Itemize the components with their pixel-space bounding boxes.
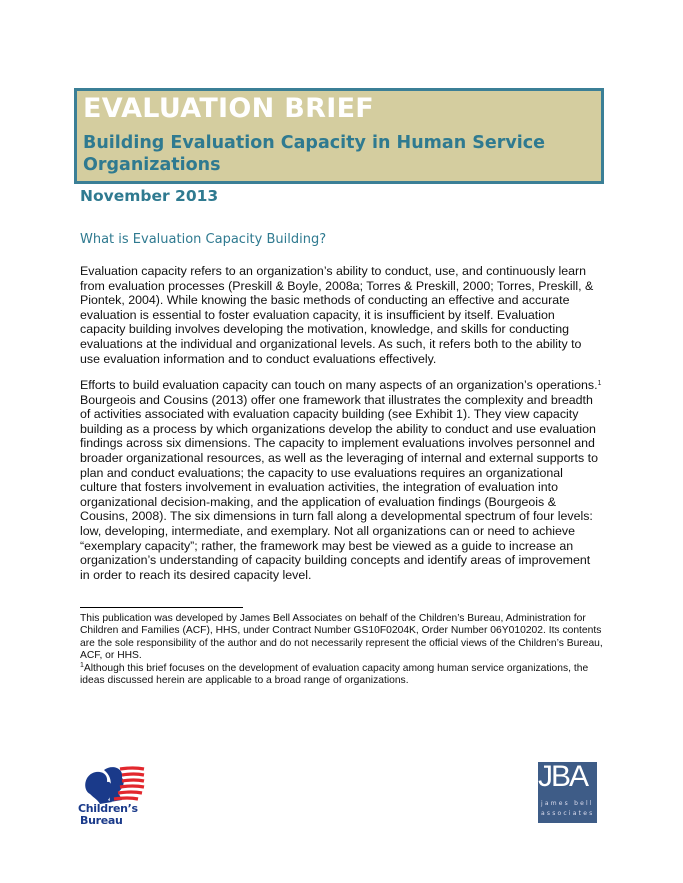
logo-text: james bell — [541, 800, 594, 807]
logo-text: Bureau — [80, 814, 123, 827]
publication-date: November 2013 — [80, 187, 219, 205]
title-banner — [74, 88, 604, 184]
paragraph-text: Bourgeois and Cousins (2013) offer one framework that illustrates the complexity and breadth of activities associated with evaluation capacity building (see Exhibit 1). They view capacity building as a process by which organizations develop the ability to conduct and use evaluation findings across six dimensions. The capacity to implement evaluations involves personnel and broader organizational resources, as well as the leveraging of internal and external supports to plan and conduct evaluations; the capacity to use evaluations requires an organizational culture that fosters involvement in evaluation activities, the integration of evaluation into organizational decision-making, and the application of evaluation findings (Bourgeois & Cousins, 2008). The six dimensions in turn fall along a developmental spectrum of four levels: low, developing, intermediate, and exemplary. Not all organizations can or need to achieve “exemplary capacity”; rather, the framework may best be viewed as a guide to increase an organization’s understanding of capacity building concepts and identify areas of improvement in order to reach its desired capacity level. — [80, 392, 598, 582]
document-title: EVALUATION BRIEF — [83, 93, 375, 124]
james-bell-associates-logo — [538, 762, 597, 823]
footnote-separator — [80, 607, 243, 608]
footnote-1 — [80, 663, 610, 688]
footnote-mark: 1 — [80, 662, 84, 669]
logo-text: associates — [541, 810, 595, 817]
paragraph-text: Efforts to build evaluation capacity can touch on many aspects of an organization’s operations. — [80, 378, 598, 392]
footnote-reference[interactable]: 1 — [597, 380, 602, 387]
footnote-text: Although this brief focuses on the development of evaluation capacity among human service organizations, the ideas discussed herein are applicable to a broad range of organizations. — [80, 663, 589, 687]
body-paragraph: Evaluation capacity refers to an organization’s ability to conduct, use, and continuously learn from evaluation processes (Preskill & Boyle, 2008a; Torres & Preskill, 2000; Torres, Preskill, & Piontek, 2004). While knowing the basic methods of conducting an effective and accurate evaluation is essential to foster evaluation capacity, it is insufficient by itself. Evaluation capacity building involves developing the motivation, knowledge, and skills for conducting evaluations at the individual and organizational levels. As such, it refers both to the ability to use evaluation information and to conduct evaluations effectively. — [80, 264, 594, 366]
document-subtitle: Building Evaluation Capacity in Human Service Organizations — [83, 133, 545, 175]
logo-text: Children’s — [78, 802, 138, 815]
jba-mark: JBA — [538, 760, 588, 793]
jba-wordmark — [541, 799, 594, 819]
childrens-bureau-wordmark — [78, 803, 138, 827]
section-heading: What is Evaluation Capacity Building? — [80, 232, 327, 247]
body-paragraph — [80, 378, 602, 582]
disclaimer-footnote: This publication was developed by James Bell Associates on behalf of the Children’s Bureau, Administration for Children and Families (ACF), HHS, under Contract Number GS10F0204K, Order Number 06Y010202. Its contents are the sole responsibility of the author and do not necessarily represent the official views of the Children’s Bureau, ACF, or HHS. — [80, 613, 603, 661]
